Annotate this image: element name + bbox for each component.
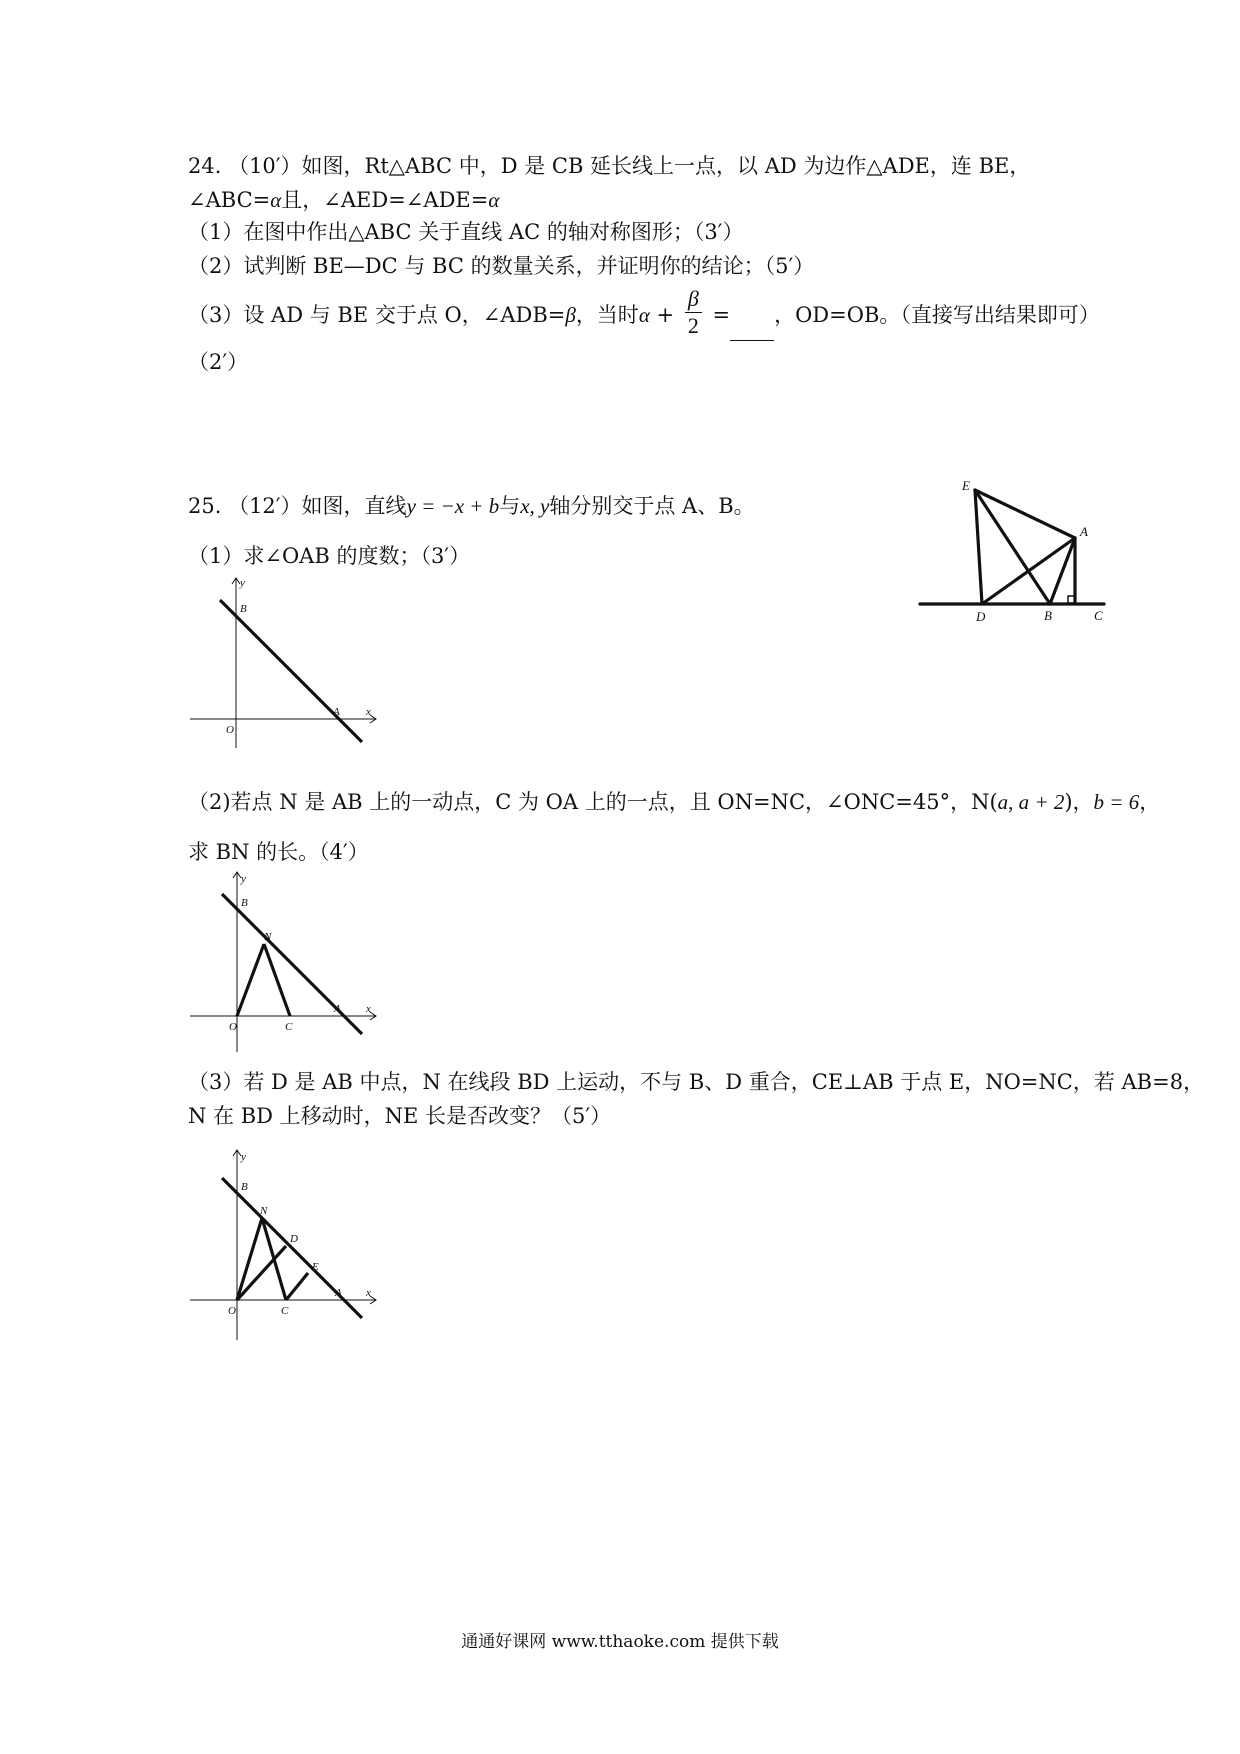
alpha-symbol: α — [638, 303, 650, 327]
label-c: C — [285, 1021, 293, 1033]
label-e: E — [312, 1261, 319, 1273]
label-b: B — [241, 897, 248, 909]
label-y: y — [241, 873, 246, 885]
q25-part2-text-b: )， — [1064, 790, 1094, 814]
b-condition: b = 6 — [1093, 790, 1140, 814]
label-a: A — [334, 1003, 341, 1015]
segment-ce — [286, 1273, 308, 1300]
label-o: O — [229, 1021, 237, 1033]
footer-source: 通通好课网 www.tthaoke.com 提供下载 — [461, 1632, 779, 1652]
coordinate-figure-2 — [190, 872, 380, 1052]
q25-part3-line2: N 在 BD 上移动时，NE 长是否改变？（5′） — [188, 1104, 612, 1128]
q25-part2-text-a: （2)若点 N 是 AB 上的一动点，C 为 OA 上的一点，且 ON=NC，∠ONC=45°，N( — [188, 790, 998, 814]
line-equation: y = −x + b — [406, 494, 500, 518]
q24-condition-text: ∠ABC= — [188, 188, 271, 212]
fraction-denominator: 2 — [687, 313, 699, 338]
line-ab — [220, 600, 362, 742]
q25-part2-text-c: ， — [1139, 790, 1161, 814]
label-y: y — [240, 577, 245, 589]
axis-vars: x, y — [520, 494, 550, 518]
n-coordinates: a, a + 2 — [997, 790, 1065, 814]
segment-ed — [975, 490, 982, 604]
q25-part3-line1: （3）若 D 是 AB 中点，N 在线段 BD 上运动，不与 B、D 重合，CE⊥AB 于点 E，NO=NC，若 AB=8， — [188, 1070, 1205, 1094]
beta-symbol: β — [565, 303, 576, 327]
label-x: x — [366, 1287, 371, 1299]
label-n: N — [260, 1205, 268, 1217]
q25-text-b: 与 — [499, 494, 521, 518]
plus-sign: + — [656, 303, 675, 327]
q24-part3 — [188, 286, 1100, 341]
label-n: N — [264, 931, 272, 943]
q25-part2-line1 — [188, 792, 1160, 813]
q24-part1: （1）在图中作出△ABC 关于直线 AC 的轴对称图形；（3′） — [188, 220, 744, 244]
q25-line1 — [188, 496, 755, 517]
q24-condition-text2: 且，∠AED=∠ADE= — [281, 188, 489, 212]
segment-nc — [264, 944, 290, 1016]
q24-part3-text-a: （3）设 AD 与 BE 交于点 O，∠ADB= — [188, 303, 566, 327]
label-x: x — [366, 706, 371, 718]
label-a: A — [335, 1287, 342, 1299]
q24-line1: 24. （10′）如图，Rt△ABC 中，D 是 CB 延长线上一点，以 AD 为边作△ADE，连 BE， — [188, 154, 1031, 178]
label-y: y — [241, 1151, 246, 1163]
q25-part2-line2: 求 BN 的长。（4′） — [188, 840, 369, 864]
q24-part3-score: （2′） — [188, 350, 249, 374]
label-c: C — [281, 1305, 289, 1317]
label-o: O — [228, 1305, 236, 1317]
coordinate-figure-3 — [190, 1150, 380, 1340]
coordinate-figure-1 — [190, 578, 380, 748]
q25-part1: （1）求∠OAB 的度数；（3′） — [188, 544, 471, 568]
label-c: C — [1094, 608, 1103, 623]
label-a: A — [1080, 524, 1088, 539]
q24-line2 — [188, 190, 499, 211]
line-ab — [222, 894, 362, 1034]
label-b: B — [1044, 608, 1052, 623]
label-e: E — [962, 478, 970, 493]
equals-sign: = — [712, 303, 731, 327]
alpha-symbol: α — [488, 188, 500, 212]
label-d: D — [290, 1233, 298, 1245]
q25-text-a: 25. （12′）如图，直线 — [188, 494, 407, 518]
q24-part3-text-c: ，OD=OB。（直接写出结果即可） — [774, 303, 1100, 327]
beta-over-two-fraction — [685, 288, 702, 337]
fraction-numerator: β — [685, 288, 702, 313]
label-b: B — [240, 603, 247, 615]
label-b: B — [241, 1181, 248, 1193]
q24-part3-text-b: ，当时 — [575, 303, 639, 327]
triangle-figure — [920, 478, 1120, 624]
q25-text-c: 轴分别交于点 A、B。 — [549, 494, 755, 518]
label-d: D — [976, 609, 986, 624]
answer-blank — [730, 320, 774, 341]
label-a: A — [333, 706, 340, 718]
label-x: x — [366, 1003, 371, 1015]
alpha-symbol: α — [270, 188, 282, 212]
segment-on — [237, 944, 264, 1016]
q24-part2: （2）试判断 BE—DC 与 BC 的数量关系，并证明你的结论；（5′） — [188, 254, 815, 278]
label-o: O — [226, 724, 234, 736]
